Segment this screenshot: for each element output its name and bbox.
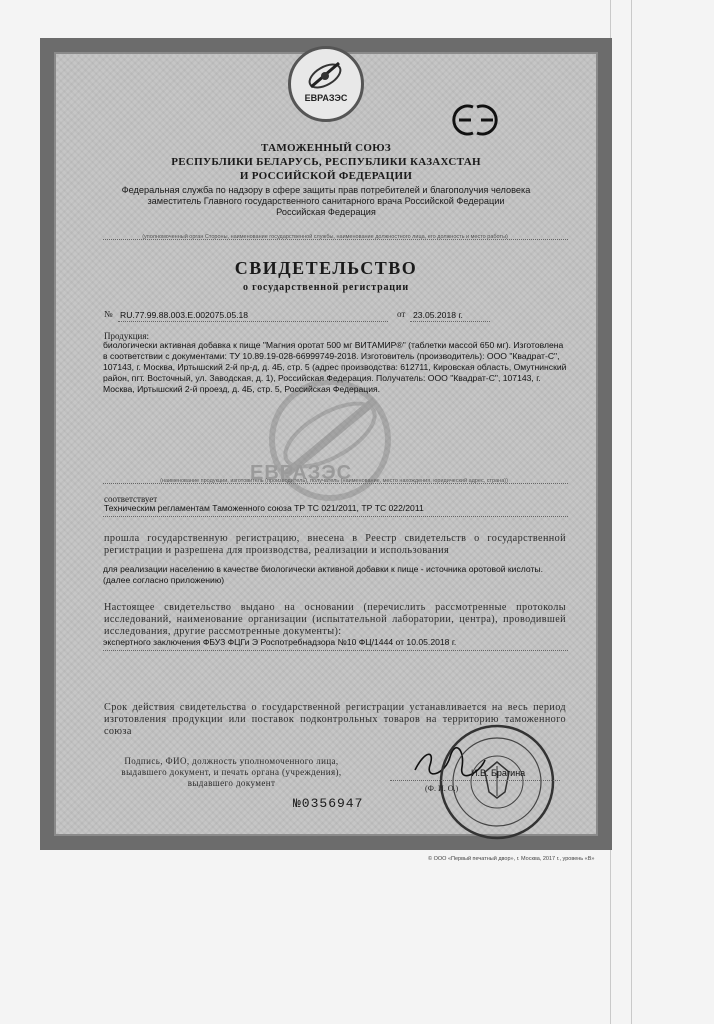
printer-footnote: © ООО «Первый печатный двор», г. Москва, 2017 г., уровень «В» (428, 856, 595, 862)
emblem-text: ЕВРАЗЭС (304, 93, 348, 103)
document-subtitle: о государственной регистрации (243, 282, 409, 293)
registration-passed-text: прошла государственную регистрацию, внесена в Реестр свидетельств о государственной регистрации и разрешена для производства, реализации и использования (104, 533, 566, 556)
product-label: Продукция: (104, 331, 149, 341)
agency-caption: (уполномоченный орган Стороны, наименование государственной службы, наименование должностного лица, его должность и место работы) (142, 234, 508, 240)
date-label: от (397, 309, 406, 319)
validity-text: Срок действия свидетельства о государственной регистрации устанавливается на весь период изготовления продукции или поставок подконтрольных товаров на территорию таможенного союза (104, 702, 566, 737)
product-caption: (наименование продукции, изготовитель (производитель), получатель (наименование, место нахождения, юридический адрес, страна)) (160, 478, 508, 484)
watermark-text: ЕВРАЗЭС (250, 462, 353, 484)
serial-number: №0356947 (293, 796, 364, 811)
number-rule (118, 321, 388, 322)
basis-text: Настоящее свидетельство выдано на основании (перечислить рассмотренные протоколы исследований, наименование организации (испытательной лаборатории, центра), проводившей исследования, другие рассмотренные документы): (104, 602, 566, 637)
signatory-name: И.В. Брагина (471, 768, 526, 778)
signature-rule (390, 780, 560, 781)
agency-line-2: заместитель Главного государственного санитарного врача Российской Федерации (147, 196, 505, 206)
usage-text: для реализации населению в качестве биологически активной добавки к пище - источника оротовой кислоты. (далее согласно приложению) (103, 564, 543, 585)
header-line-3: И РОССИЙСКОЙ ФЕДЕРАЦИИ (239, 170, 413, 182)
se-mark-text: СЭ (447, 101, 449, 102)
fio-label: (Ф. И. О.) (425, 784, 459, 793)
agency-line-1: Федеральная служба по надзору в сфере защиты прав потребителей и благополучия человека (121, 185, 531, 195)
compliance-label: соответствует (104, 494, 158, 504)
eurasec-watermark-icon (225, 380, 435, 510)
date-rule (410, 321, 490, 322)
eurasec-logo-icon (305, 57, 345, 95)
registration-date: 23.05.2018 г. (413, 310, 463, 320)
se-conformity-mark-icon (447, 101, 503, 139)
compliance-rule (103, 516, 568, 517)
registration-number: RU.77.99.88.003.Е.002075.05.18 (120, 310, 249, 320)
eurasec-emblem (288, 46, 364, 122)
product-description: биологически активная добавка к пище "Магния оротат 500 мг ВИТАМИР®" (таблетки массой 650 мг). Изготовлена в соответствии с документами: ТУ 10.89.19-028-66999749-2018. Изготовитель (производитель): ООО "Квадрат-С", 107143, г. Москва, Иртышский 2-й пр-д, д. 4Б, стр. 5 (адрес производства: 612711, Кировская область, Омутнинский район, пгт. Восточный, ул. Заводская, д. 1), Российская Федерация. Получатель: ООО "Квадрат-С", 107143, г. Москва, Иртышский 2-й проезд, д. 4Б, стр. 5, Российская Федерация. (103, 340, 567, 394)
document-title: СВИДЕТЕЛЬСТВО (234, 258, 418, 278)
header-line-2: РЕСПУБЛИКИ БЕЛАРУСЬ, РЕСПУБЛИКИ КАЗАХСТАН (171, 156, 481, 168)
scan-edge-line (631, 0, 632, 1024)
number-label: № (104, 309, 113, 319)
agency-line-3: Российская Федерация (276, 207, 376, 217)
basis-value: экспертного заключения ФБУЗ ФЦГи Э Роспотребнадзора №10 ФЦ/1444 от 10.05.2018 г. (103, 637, 457, 647)
compliance-text: Техническим регламентам Таможенного союза ТР ТС 021/2011, ТР ТС 022/2011 (104, 503, 424, 513)
basis-rule (103, 650, 568, 651)
header-line-1: ТАМОЖЕННЫЙ СОЮЗ (260, 142, 392, 154)
official-seal-stamp (437, 722, 557, 842)
signature-caption: Подпись, ФИО, должность уполномоченного лица, выдавшего документ, и печать органа (учреждения), выдавшего документ (121, 756, 342, 788)
